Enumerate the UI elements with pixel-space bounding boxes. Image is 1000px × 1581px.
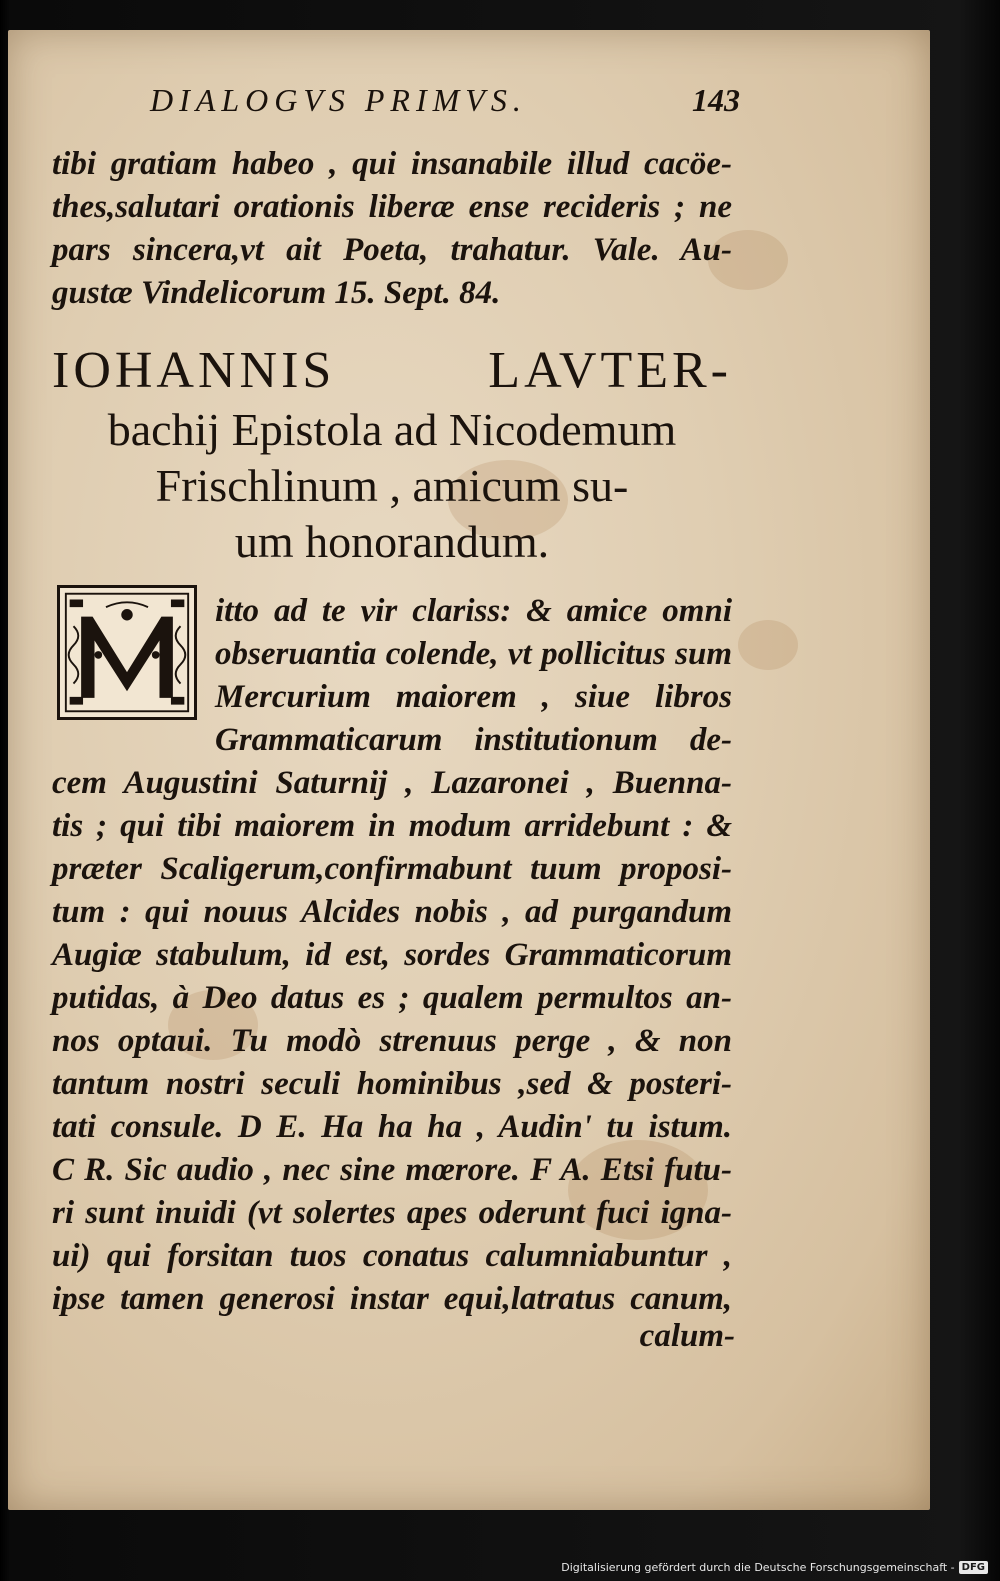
text-line: putidas, à Deo datus es ; qualem permultos an- <box>52 980 732 1016</box>
text-line: tis ; qui tibi maiorem in modum arridebunt : & <box>52 808 732 844</box>
text-line: nos optaui. Tu modò strenuus perge , & non <box>52 1023 732 1059</box>
text-line: tantum nostri seculi hominibus ,sed & posteri- <box>52 1066 732 1102</box>
running-head <box>150 82 740 132</box>
heading-line: Frischlinum , amicum su- <box>155 460 629 511</box>
text-line: Grammaticarum institutionum de- <box>215 722 732 758</box>
text-line: cem Augustini Saturnij , Lazaronei , Buenna- <box>52 765 732 801</box>
text-line: ui) qui forsitan tuos conatus calumniabuntur , <box>52 1238 732 1274</box>
top-paragraph <box>52 143 732 315</box>
text-line: itto ad te vir clariss: & amice omni <box>215 593 732 629</box>
body-paragraph <box>52 762 732 1321</box>
epistle-heading <box>52 340 732 570</box>
text-line: C R. Sic audio , nec sine mœrore. F A. Etsi futu- <box>52 1152 732 1188</box>
heading-line: bachij Epistola ad Nicodemum <box>107 404 677 455</box>
text-line: obseruantia colende, vt pollicitus sum <box>215 636 732 672</box>
text-line: ipse tamen generosi instar equi,latratus canum, <box>52 1281 732 1317</box>
text-line: Augiæ stabulum, id est, sordes Grammaticorum <box>52 937 732 973</box>
page-number: 143 <box>692 82 740 118</box>
text-line: tibi gratiam habeo , qui insanabile illud cacöe- <box>52 146 732 182</box>
running-head-title: DIALOGVS PRIMVS. <box>150 82 527 118</box>
decorated-initial-icon <box>60 588 194 717</box>
footer-text: Digitalisierung gefördert durch die Deutsche Forschungsgemeinschaft - <box>561 1560 955 1574</box>
indented-paragraph <box>215 590 732 762</box>
text-line: tati consule. D E. Ha ha ha , Audin' tu istum. <box>52 1109 732 1145</box>
dfg-logo-icon: DFG <box>959 1561 988 1574</box>
decorated-initial-m <box>57 585 197 720</box>
text-line: Mercurium maiorem , siue libros <box>215 679 732 715</box>
text-line: pars sincera,vt ait Poeta, trahatur. Vale. Au- <box>52 232 732 268</box>
heading-line: IOHANNIS LAVTER- <box>52 342 732 399</box>
digitization-footer <box>561 1557 988 1577</box>
text-line: gustæ Vindelicorum 15. Sept. 84. <box>52 275 501 311</box>
text-line: ri sunt inuidi (vt solertes apes oderunt fuci igna- <box>52 1195 732 1231</box>
heading-line: um honorandum. <box>234 516 550 567</box>
text-line: præter Scaligerum,confirmabunt tuum proposi- <box>52 851 732 887</box>
text-line: tum : qui nouus Alcides nobis , ad purgandum <box>52 894 732 930</box>
catchword: calum- <box>639 1318 735 1354</box>
text-line: thes,salutari orationis liberæ ense recideris ; ne <box>52 189 732 225</box>
